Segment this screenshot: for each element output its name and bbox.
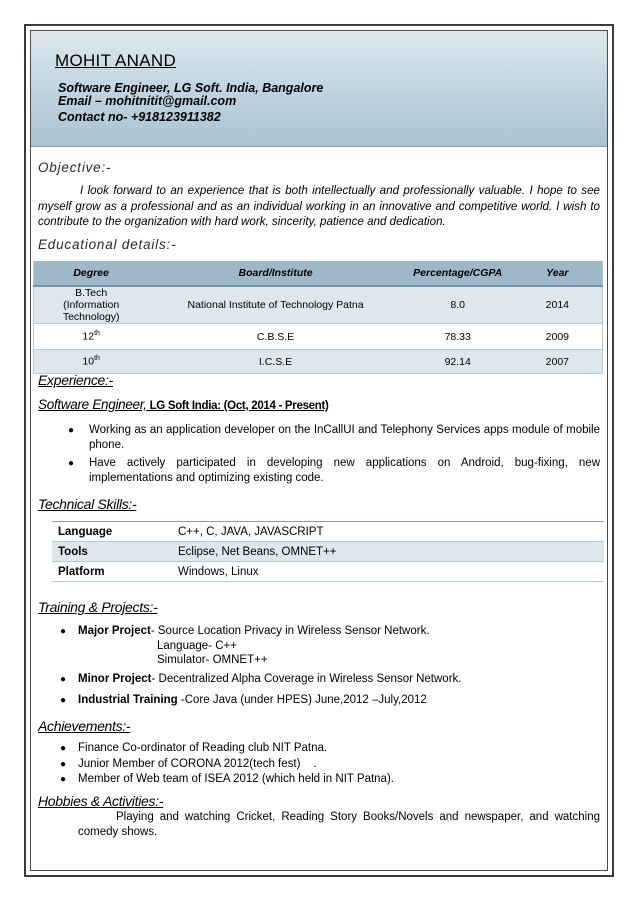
col-score: Percentage/CGPA: [403, 261, 513, 286]
list-item: Junior Member of CORONA 2012(tech fest) .: [78, 758, 317, 770]
skill-value: Eclipse, Net Beans, OMNET++: [172, 542, 604, 562]
degree-suffix: th: [94, 355, 100, 363]
skill-key: Platform: [52, 562, 172, 582]
list-item: [78, 624, 598, 639]
degree-cell: [34, 324, 149, 350]
job-company: LG Soft India: (Oct, 2014 - Present): [146, 400, 329, 412]
job-title-line: [38, 397, 329, 412]
col-board: Board/Institute: [148, 261, 402, 286]
skill-key: Tools: [52, 542, 172, 562]
objective-text: I look forward to an experience that is both intellectually and professionally valuable. I hope to see myself grow as a professional and as an individual working in an innovative and competitive world. I wish to contribute to the organization with hard work, sincerity, patience and dedication.: [38, 184, 600, 228]
list-item: [78, 693, 598, 708]
skill-value: C++, C, JAVA, JAVASCRIPT: [172, 522, 604, 542]
degree-cell: [34, 286, 149, 324]
list-item: [78, 672, 598, 687]
project-text: - Decentralized Alpha Coverage in Wireless Sensor Network.: [151, 673, 462, 685]
degree-cell: [34, 350, 149, 374]
resume-header: [31, 31, 607, 147]
hobbies-heading: Hobbies & Activities:-: [38, 793, 164, 809]
list-item: Working as an application developer on the InCallUI and Telephony Services apps module of mobile phone.: [89, 424, 600, 451]
table-row: [34, 350, 603, 374]
project-text: - Source Location Privacy in Wireless Sensor Network.: [150, 625, 430, 637]
skills-table: [52, 521, 604, 582]
table-row: [52, 562, 604, 582]
candidate-name: MOHIT ANAND: [55, 51, 177, 70]
education-header-row: [34, 261, 603, 286]
training-heading: Training & Projects:-: [38, 599, 158, 615]
bullet-icon: ●: [60, 626, 67, 637]
degree-line: B.Tech: [75, 287, 108, 299]
job-role: Software Engineer,: [38, 397, 147, 412]
list-item: Have actively participated in developing new applications on Android, bug-fixing, new implementations and optimizing existing code.: [89, 457, 600, 484]
year-cell: 2014: [513, 286, 603, 324]
table-row: [52, 542, 604, 562]
table-row: [52, 522, 604, 542]
table-row: [34, 286, 603, 324]
board-cell: National Institute of Technology Patna: [148, 286, 402, 324]
skill-key: Language: [52, 522, 172, 542]
bullet-icon: ●: [68, 425, 75, 436]
email-line: Email – mohitnitit@gmail.com: [58, 94, 237, 108]
current-position: Software Engineer, LG Soft. India, Bangalore: [58, 81, 324, 95]
education-table: [33, 261, 603, 374]
degree-suffix: th: [94, 330, 100, 338]
table-row: [34, 324, 603, 350]
project-text: -Core Java (under HPES) June,2012 –July,2012: [177, 694, 427, 706]
bullet-icon: ●: [60, 674, 67, 685]
bullet-icon: ●: [60, 743, 67, 754]
list-item: Member of Web team of ISEA 2012 (which held in NIT Patna).: [78, 773, 394, 785]
skills-heading: Technical Skills:-: [38, 496, 137, 512]
bullet-icon: ●: [68, 458, 75, 469]
education-heading: Educational details:-: [38, 237, 177, 252]
project-language: Language- C++: [157, 640, 237, 652]
bullet-icon: ●: [60, 774, 67, 785]
board-cell: I.C.S.E: [148, 350, 402, 374]
col-year: Year: [513, 261, 603, 286]
list-item: Finance Co-ordinator of Reading club NIT Patna.: [78, 742, 328, 754]
hobbies-text: Playing and watching Cricket, Reading Story Books/Novels and newspaper, and watching comedy shows.: [78, 811, 600, 838]
project-label: Minor Project: [78, 673, 152, 685]
degree-value: 12: [82, 330, 95, 343]
degree-value: 10: [82, 355, 95, 368]
achievements-heading: Achievements:-: [38, 718, 131, 734]
bullet-icon: ●: [60, 759, 67, 770]
experience-heading: Experience:-: [38, 372, 113, 388]
project-label: Industrial Training: [78, 694, 178, 706]
year-cell: 2009: [513, 324, 603, 350]
project-label: Major Project: [78, 625, 151, 637]
contact-line: Contact no- +918123911382: [58, 110, 221, 124]
year-cell: 2007: [513, 350, 603, 374]
score-cell: 78.33: [403, 324, 513, 350]
skill-value: Windows, Linux: [172, 562, 604, 582]
score-cell: 8.0: [403, 286, 513, 324]
bullet-icon: ●: [60, 695, 67, 706]
board-cell: C.B.S.E: [148, 324, 402, 350]
project-simulator: Simulator- OMNET++: [157, 654, 268, 666]
degree-line: (Information Technology): [62, 299, 120, 323]
objective-heading: Objective:-: [38, 160, 112, 175]
col-degree: Degree: [34, 261, 149, 286]
score-cell: 92.14: [403, 350, 513, 374]
